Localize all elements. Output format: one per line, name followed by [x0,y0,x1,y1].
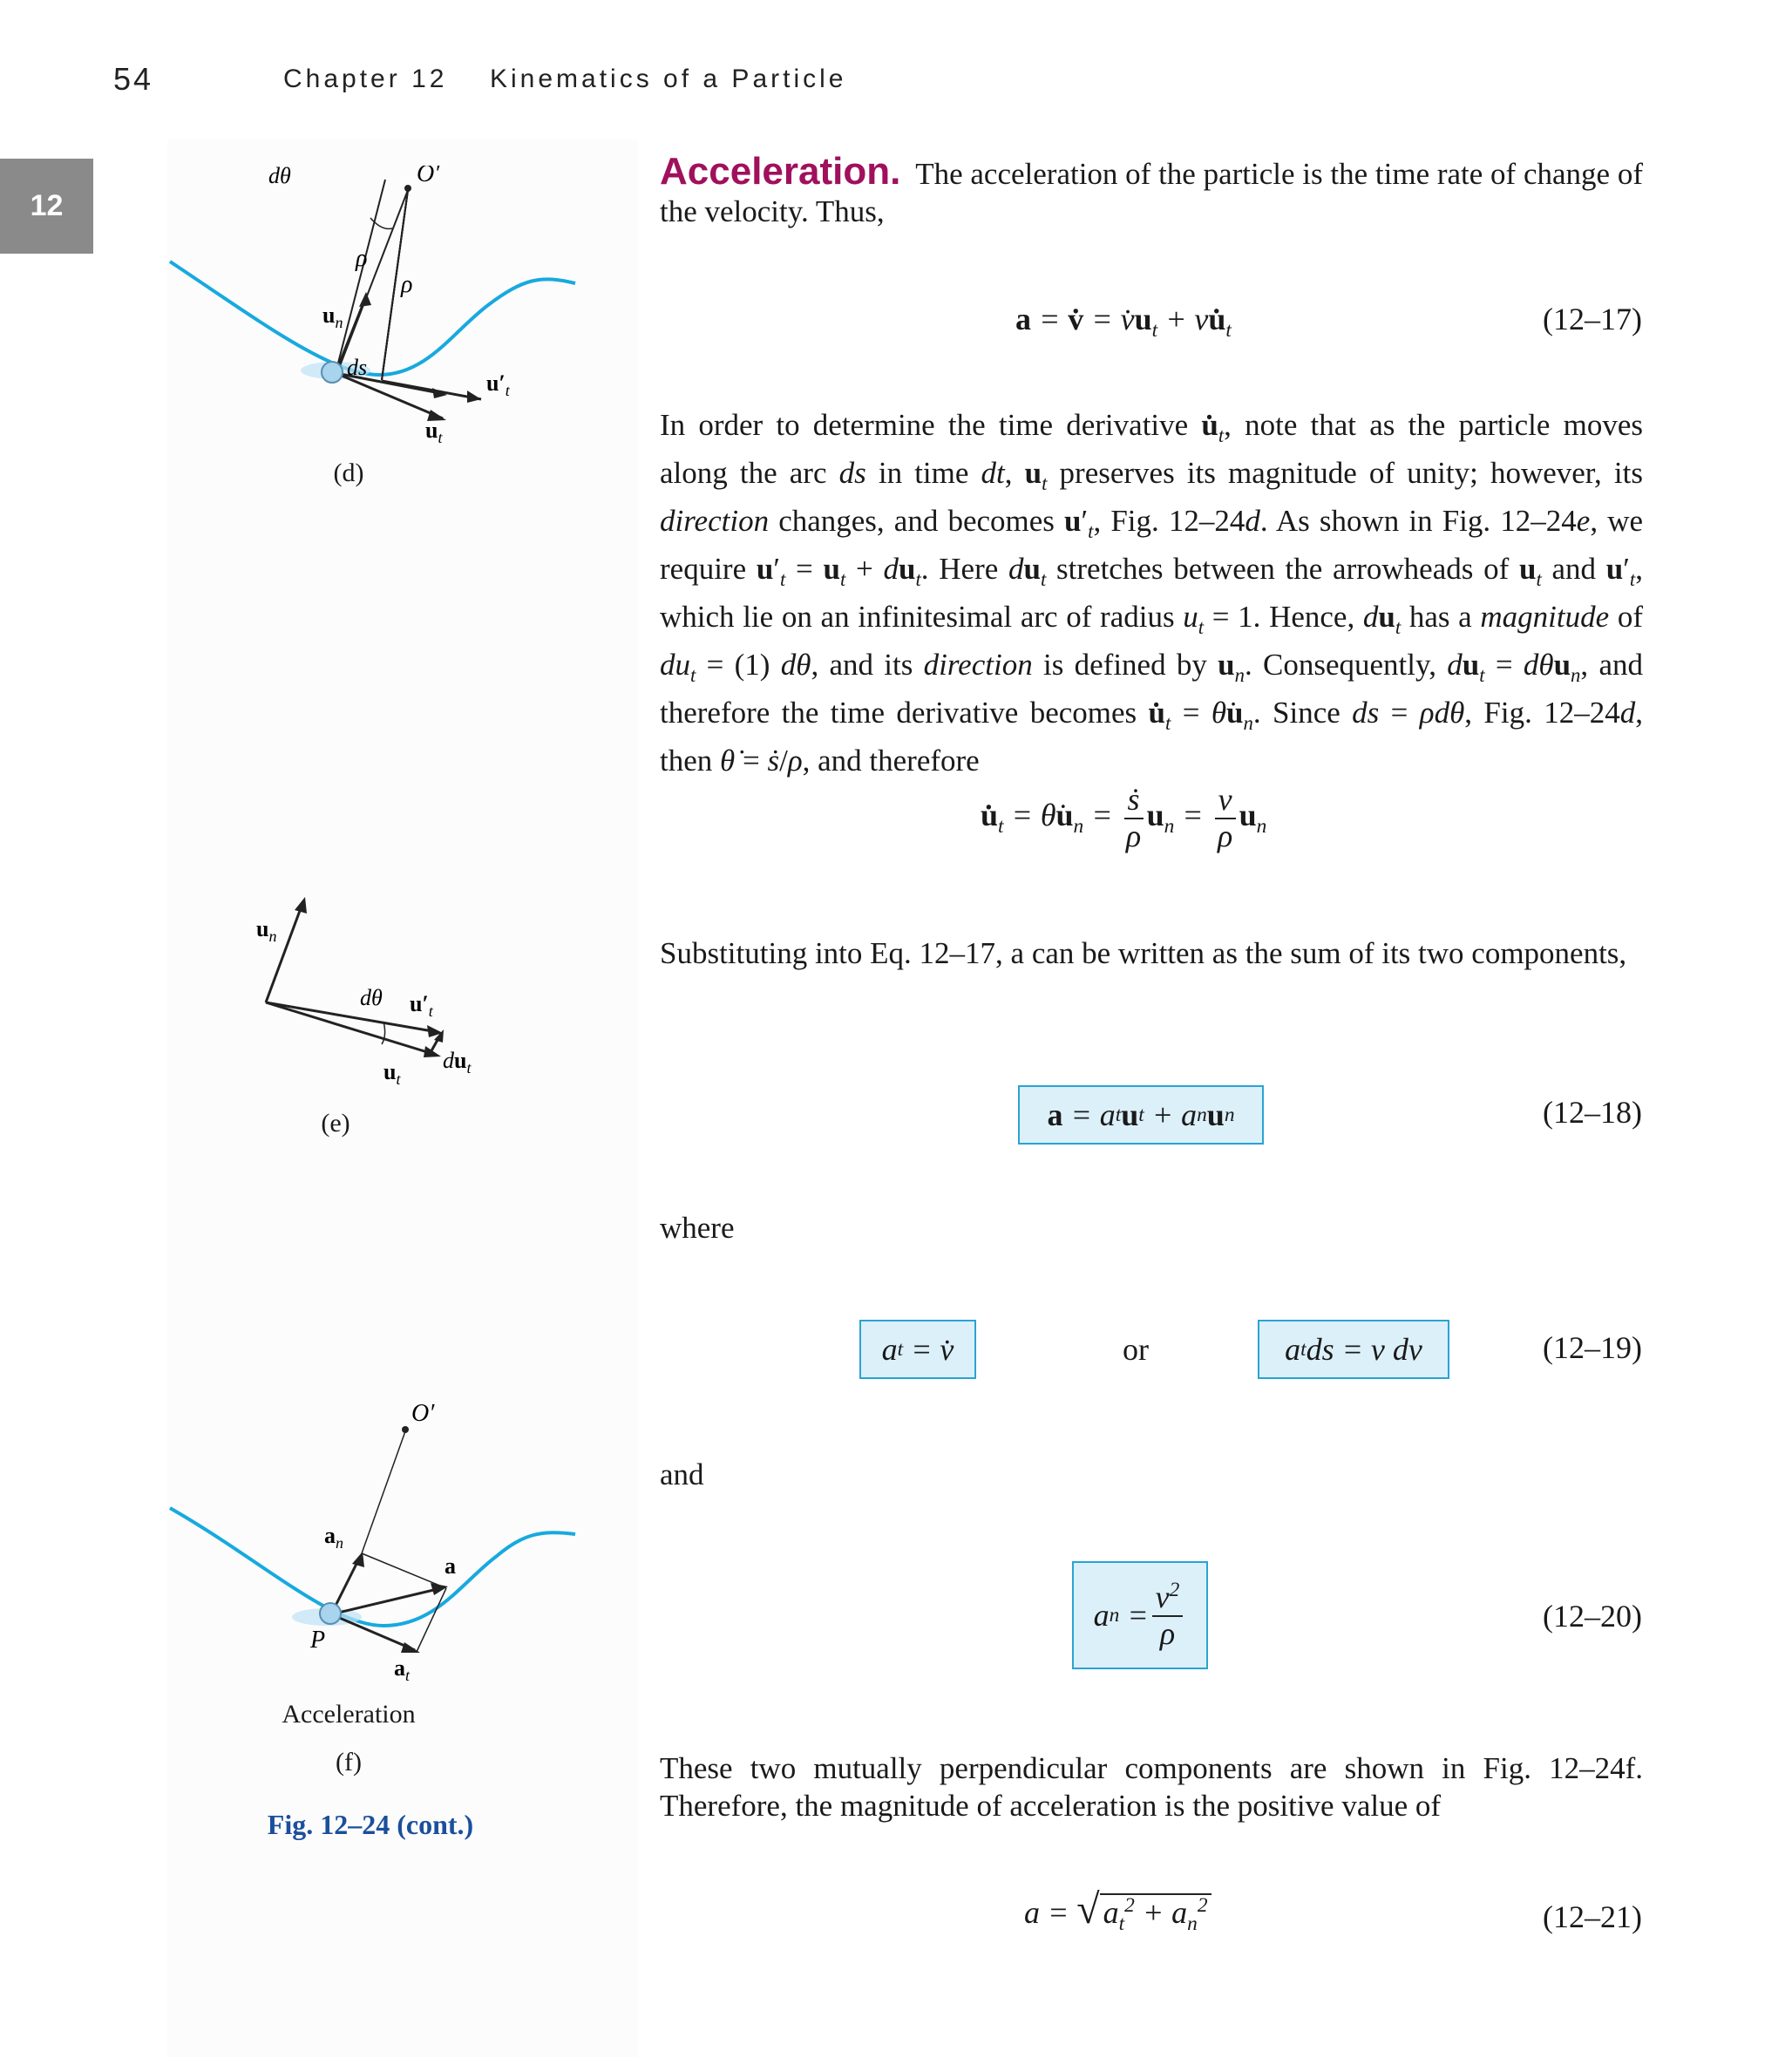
e-label-ut: $u_t$ [383,1059,401,1088]
equation-ut-dot: $u̇_t$ = $\thetȧu_n$ = $\frac{\text{ṡ}}{\rho}$ $u_n$ = $\frac{v}{\rho}$ $u_n$ [981,782,1267,853]
and-text: and [660,1457,704,1491]
eq-number-19: (12–19) [1543,1330,1642,1365]
caption-f: (f) [336,1748,362,1776]
eq-number-21: (12–21) [1543,1899,1642,1934]
or-text: or [1123,1332,1149,1367]
perpendicular-paragraph: These two mutually perpendicular components are shown in Fig. 12–24f. Therefore, the magnitude of acceleration is the positive value of [660,1751,1643,1823]
eq-number-17: (12–17) [1543,302,1642,336]
acceleration-heading: Acceleration. [660,150,901,193]
substituting-paragraph: Substituting into Eq. 12–17, a can be written as the sum of its two components, [660,936,1627,970]
acceleration-intro: The acceleration of the particle is the time rate of change of the velocity. Thus, [660,157,1643,228]
f-label-a: a [445,1553,456,1579]
caption-f-small: Acceleration [282,1700,416,1729]
where-text: where [660,1211,735,1245]
e-label-un: $u_n$ [256,916,277,945]
d-label-ut: $u_t$ [425,418,443,446]
f-label-p: P [310,1627,326,1654]
equation-12-18-box: a = a t u t + a n u n [1018,1085,1264,1145]
figure-d [157,166,593,453]
d-label-dtheta: dθ [268,166,291,188]
chapter-title: Kinematics of a Particle [490,65,847,93]
page-number: 54 [113,61,154,97]
derivative-paragraph: In order to determine the time derivative $u̇_t$, note that as the particle moves along the arc ds in time dt, $u_t$ preserves its magnitude of unity; however, its direction changes, and becomes $u'_t$, Fig. 12–24d. As shown in Fig. 12–24e, we require $u'_t = u_t + du_t$. Here $du_t$ stretches between the arrowheads of $u_t$ and $u'_t$, which lie on an infinitesimal arc of radius $u_t = 1$. Hence, $du_t$ has a magnitude of $du_t = (1)$ dθ, and its direction is defined by $u_n$. Consequently, $du_t = d\theta u_n$, and therefore the time derivative becomes $u̇_t$ = $\thetȧu_n$. Since ds = ρdθ, Fig. 12–24d, then θ̇ = ṡ/ρ, and therefore [660,408,1644,778]
d-label-oprime: O′ [417,166,440,187]
equation-12-17: a = v̇ = $v̇u_t$ + $vu̇_t$ [1015,302,1232,343]
chapter-tab: 12 [0,159,93,254]
figure-e [244,889,523,1090]
equation-12-21: a = √ $a_t^2 + a_n^2$ [1024,1885,1211,1936]
f-label-oprime: O′ [411,1400,435,1427]
e-label-dut: $du_t$ [443,1048,472,1077]
caption-d: (d) [333,459,364,487]
equation-at-box: a t = v̇ [859,1320,976,1379]
d-label-un: $u_n$ [322,302,343,331]
acceleration-paragraph [660,150,1643,230]
f-label-at: $a_t$ [394,1655,411,1684]
figure-caption: Fig. 12–24 (cont.) [267,1809,474,1840]
equation-atds-box: a t ds = v dv [1258,1320,1449,1379]
d-label-rho-1: ρ [356,245,368,272]
eq-number-18: (12–18) [1543,1095,1642,1130]
e-label-utprime: $u'_t$ [410,991,433,1020]
e-label-dtheta: dθ [360,985,383,1010]
f-label-an: $a_n$ [324,1523,343,1552]
figure-f [157,1395,593,1691]
d-label-ds: ds [347,355,368,380]
caption-e: (e) [321,1109,350,1138]
eq-number-20: (12–20) [1543,1599,1642,1634]
chapter-label: Chapter 12 [283,65,448,93]
d-label-utprime: $u'_t$ [486,370,510,399]
equation-an-box: a n = $\frac{v^2}{\rho}$ [1072,1561,1208,1669]
d-label-rho-2: ρ [401,271,413,298]
